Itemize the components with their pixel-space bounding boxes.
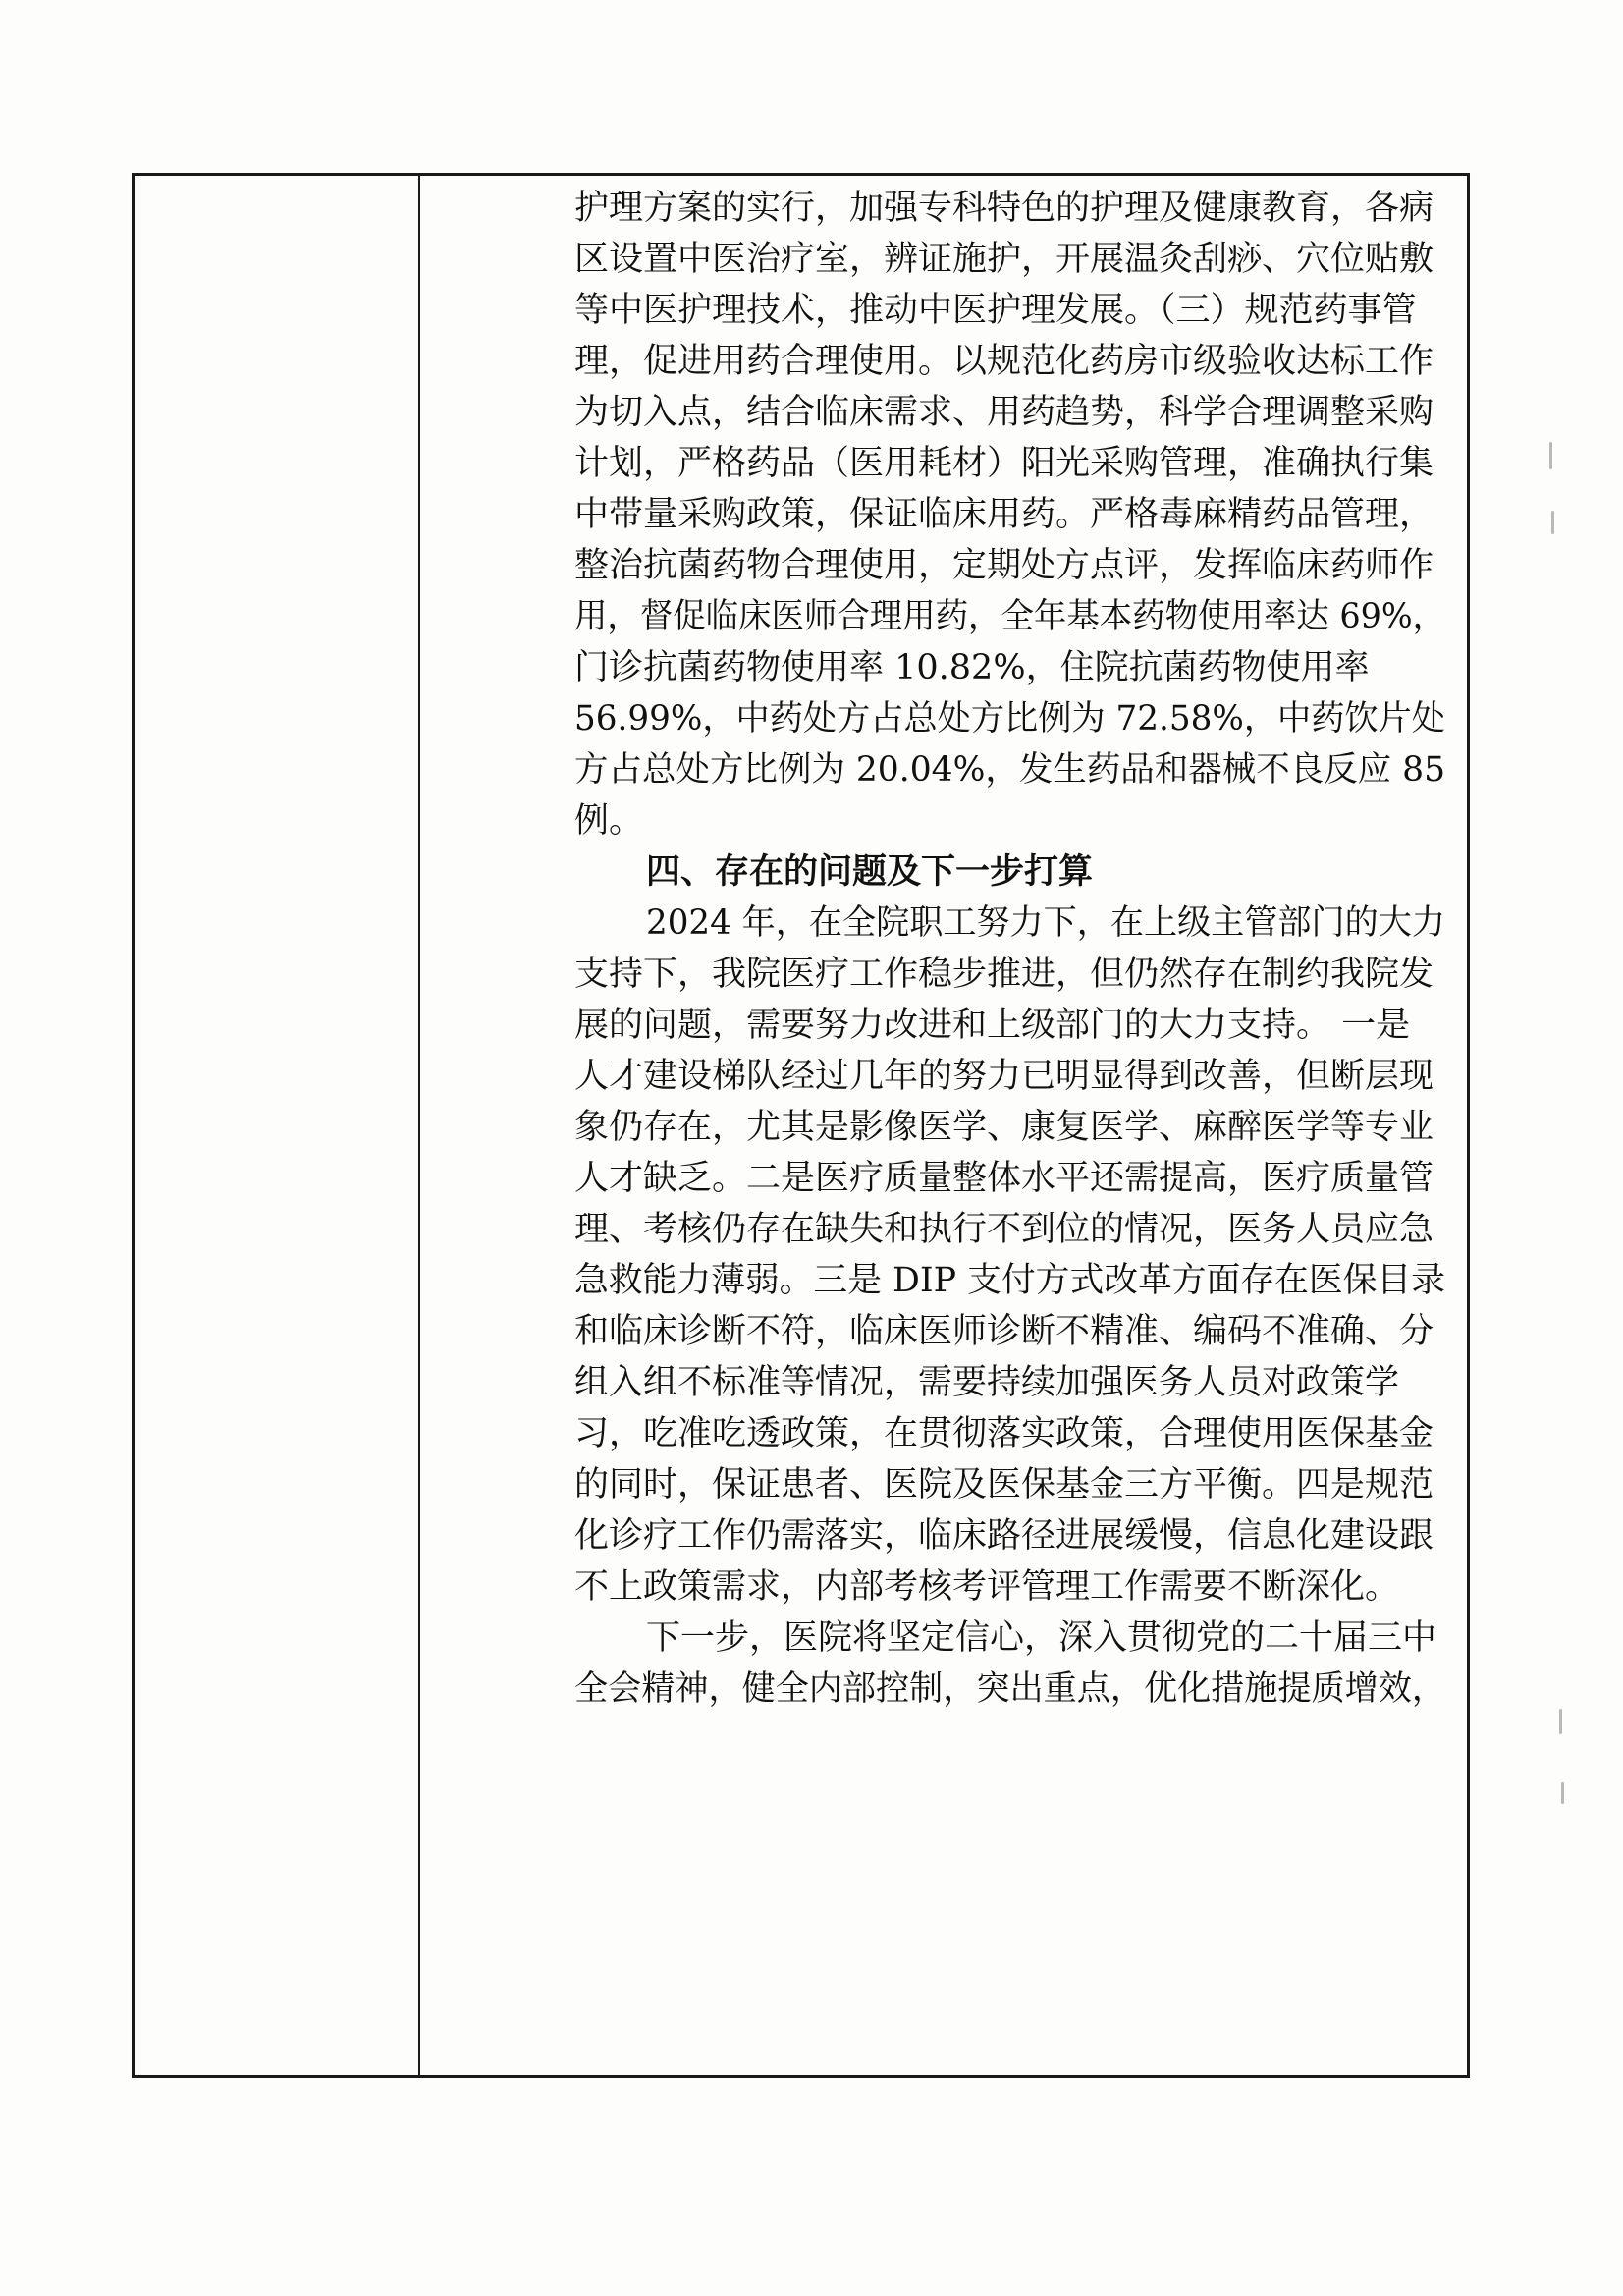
text-line: 化诊疗工作仍需落实，临床路径进展缓慢，信息化建设跟 (574, 1516, 1434, 1556)
text-line: 等中医护理技术，推动中医护理发展。（三）规范药事管 (574, 291, 1417, 330)
text-line: 人才缺乏。二是医疗质量整体水平还需提高，医疗质量管 (574, 1159, 1434, 1198)
text-line: 2024 年，在全院职工努力下，在上级主管部门的大力 (646, 903, 1445, 943)
text-line: 理、考核仍存在缺失和执行不到位的情况，医务人员应急 (574, 1210, 1434, 1249)
text-line: 组入组不标准等情况，需要持续加强医务人员对政策学 (574, 1363, 1400, 1402)
text-line: 全会精神，健全内部控制，突出重点，优化措施提质增效， (574, 1669, 1445, 1709)
text-line: 为切入点，结合临床需求、用药趋势，科学合理调整采购 (574, 393, 1434, 432)
scan-artifact-mark (1559, 1709, 1562, 1734)
text-line: 用，督促临床医师合理用药，全年基本药物使用率达 69%， (574, 597, 1446, 636)
text-line: 展的问题，需要努力改进和上级部门的大力支持。 一是 (574, 1006, 1411, 1045)
text-line: 例。 (574, 801, 644, 841)
section-heading: 四、存在的问题及下一步打算 (646, 851, 1094, 892)
text-line: 护理方案的实行，加强专科特色的护理及健康教育，各病 (574, 189, 1434, 228)
text-line: 中带量采购政策，保证临床用药。严格毒麻精药品管理， (574, 495, 1434, 534)
text-line: 支持下，我院医疗工作稳步推进，但仍然存在制约我院发 (574, 955, 1434, 994)
text-line: 人才建设梯队经过几年的努力已明显得到改善，但断层现 (574, 1057, 1434, 1096)
text-line: 区设置中医治疗室，辨证施护，开展温灸刮痧、穴位贴敷 (574, 240, 1434, 279)
text-line: 象仍存在，尤其是影像医学、康复医学、麻醉医学等专业 (574, 1108, 1434, 1147)
text-line: 门诊抗菌药物使用率 10.82%，住院抗菌药物使用率 (574, 648, 1370, 687)
text-line: 急救能力薄弱。三是 DIP 支付方式改革方面存在医保目录 (574, 1261, 1445, 1300)
text-line: 下一步，医院将坚定信心，深入贯彻党的二十届三中 (646, 1618, 1437, 1658)
text-line: 不上政策需求，内部考核考评管理工作需要不断深化。 (574, 1567, 1400, 1607)
text-line: 的同时，保证患者、医院及医保基金三方平衡。四是规范 (574, 1465, 1434, 1504)
text-line: 和临床诊断不符，临床医师诊断不精准、编码不准确、分 (574, 1312, 1434, 1351)
text-line: 整治抗菌药物合理使用，定期处方点评，发挥临床药师作 (574, 546, 1434, 585)
text-line: 56.99%，中药处方占总处方比例为 72.58%，中药饮片处 (574, 699, 1445, 738)
table-label-cell (135, 176, 420, 2075)
scan-artifact-mark (1561, 1782, 1564, 1804)
text-line: 习，吃准吃透政策，在贯彻落实政策，合理使用医保基金 (574, 1414, 1434, 1453)
text-line: 理，促进用药合理使用。以规范化药房市级验收达标工作 (574, 342, 1434, 381)
text-line: 计划，严格药品（医用耗材）阳光采购管理，准确执行集 (574, 444, 1434, 483)
scan-artifact-mark (1549, 442, 1552, 469)
scan-artifact-mark (1551, 511, 1554, 534)
text-line: 方占总处方比例为 20.04%，发生药品和器械不良反应 85 (574, 750, 1446, 790)
table-content-cell (420, 176, 1467, 2075)
form-table (132, 173, 1470, 2078)
